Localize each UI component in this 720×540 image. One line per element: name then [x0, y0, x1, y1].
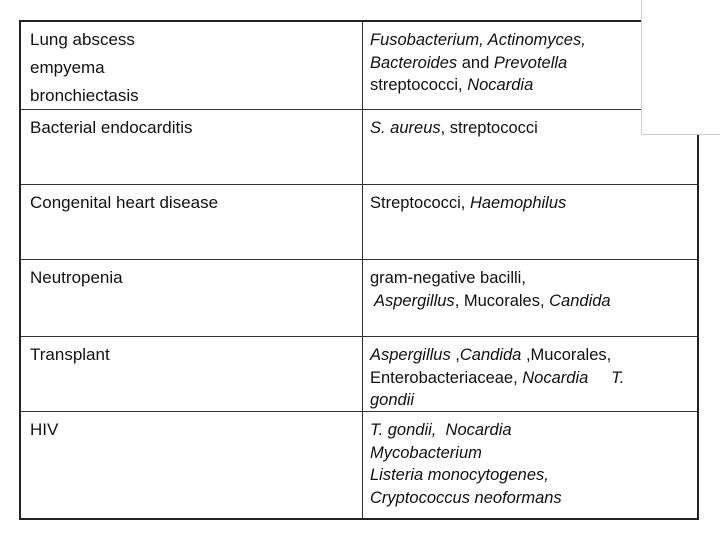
- pathogen-text: Streptococci,: [370, 194, 470, 212]
- pathogen-text: , streptococci: [440, 119, 538, 137]
- pathogen-line: [370, 344, 691, 367]
- table-row: [21, 22, 697, 110]
- pathogen-line: [370, 442, 691, 465]
- table-row: [21, 412, 697, 518]
- table-row: [21, 337, 697, 412]
- table-row: [21, 260, 697, 337]
- pathogen-text: Fusobacterium, Actinomyces,: [370, 31, 586, 49]
- condition-text: Congenital heart disease: [30, 193, 219, 212]
- condition-cell: [30, 26, 139, 110]
- pathogen-text: Bacteroides: [370, 53, 458, 72]
- pathogen-text: ,: [450, 346, 460, 364]
- condition-text: Bacterial endocarditis: [30, 118, 193, 137]
- pathogen-text: streptococci,: [370, 76, 468, 94]
- condition-cell: [30, 189, 218, 217]
- pathogen-line: [370, 419, 691, 442]
- pathogen-line: [370, 192, 691, 215]
- condition-cell: [30, 416, 58, 444]
- pathogen-text: Aspergillus: [370, 291, 455, 310]
- table-row: [21, 185, 697, 260]
- condition-cell: [30, 341, 110, 369]
- pathogen-text: and: [457, 53, 494, 72]
- pathogen-line: [370, 464, 691, 487]
- pathogen-text: T. gondii, Nocardia: [370, 421, 512, 439]
- pathogen-text: Listeria monocytogenes,: [370, 466, 549, 484]
- overlay-panel: [641, 0, 720, 135]
- pathogen-text: ,Mucorales,: [521, 346, 612, 364]
- condition-text: HIV: [30, 420, 59, 439]
- pathogen-cell: [370, 344, 691, 412]
- condition-text: Neutropenia: [30, 268, 123, 287]
- condition-text: Lung abscess: [30, 30, 135, 49]
- condition-text: Transplant: [30, 345, 110, 364]
- pathogen-text: [588, 369, 611, 387]
- pathogen-text: Prevotella: [493, 53, 568, 72]
- condition-cell: [30, 114, 193, 142]
- pathogen-text: Cryptococcus neoformans: [370, 488, 562, 507]
- pathogen-text: Candida: [459, 346, 522, 364]
- pathogen-text: Aspergillus: [370, 346, 451, 364]
- pathogen-line: [370, 389, 691, 412]
- pathogen-cell: [370, 419, 691, 509]
- pathogen-text: Candida: [549, 291, 611, 310]
- pathogen-text: S. aureus: [370, 119, 441, 137]
- pathogen-text: Enterobacteriaceae,: [370, 368, 523, 387]
- pathogen-text: gondii: [370, 391, 415, 409]
- pathogen-line: [370, 267, 691, 290]
- pathogen-text: T.: [611, 368, 625, 387]
- pathogen-line: [370, 367, 691, 390]
- pathogen-line: [370, 290, 691, 313]
- condition-cell: [30, 264, 123, 292]
- condition-text: bronchiectasis: [30, 86, 139, 105]
- pathogen-text: Nocardia: [467, 76, 534, 94]
- pathogen-text: Haemophilus: [469, 194, 567, 212]
- pathogen-table: [19, 20, 699, 520]
- condition-text: empyema: [30, 58, 105, 77]
- pathogen-cell: [370, 192, 691, 215]
- pathogen-line: [370, 487, 691, 510]
- table-row: [21, 110, 697, 185]
- pathogen-text: gram-negative bacilli,: [370, 269, 526, 287]
- pathogen-text: , Mucorales,: [454, 291, 550, 310]
- pathogen-text: Nocardia: [522, 368, 589, 387]
- pathogen-text: Mycobacterium: [370, 443, 482, 462]
- pathogen-cell: [370, 267, 691, 312]
